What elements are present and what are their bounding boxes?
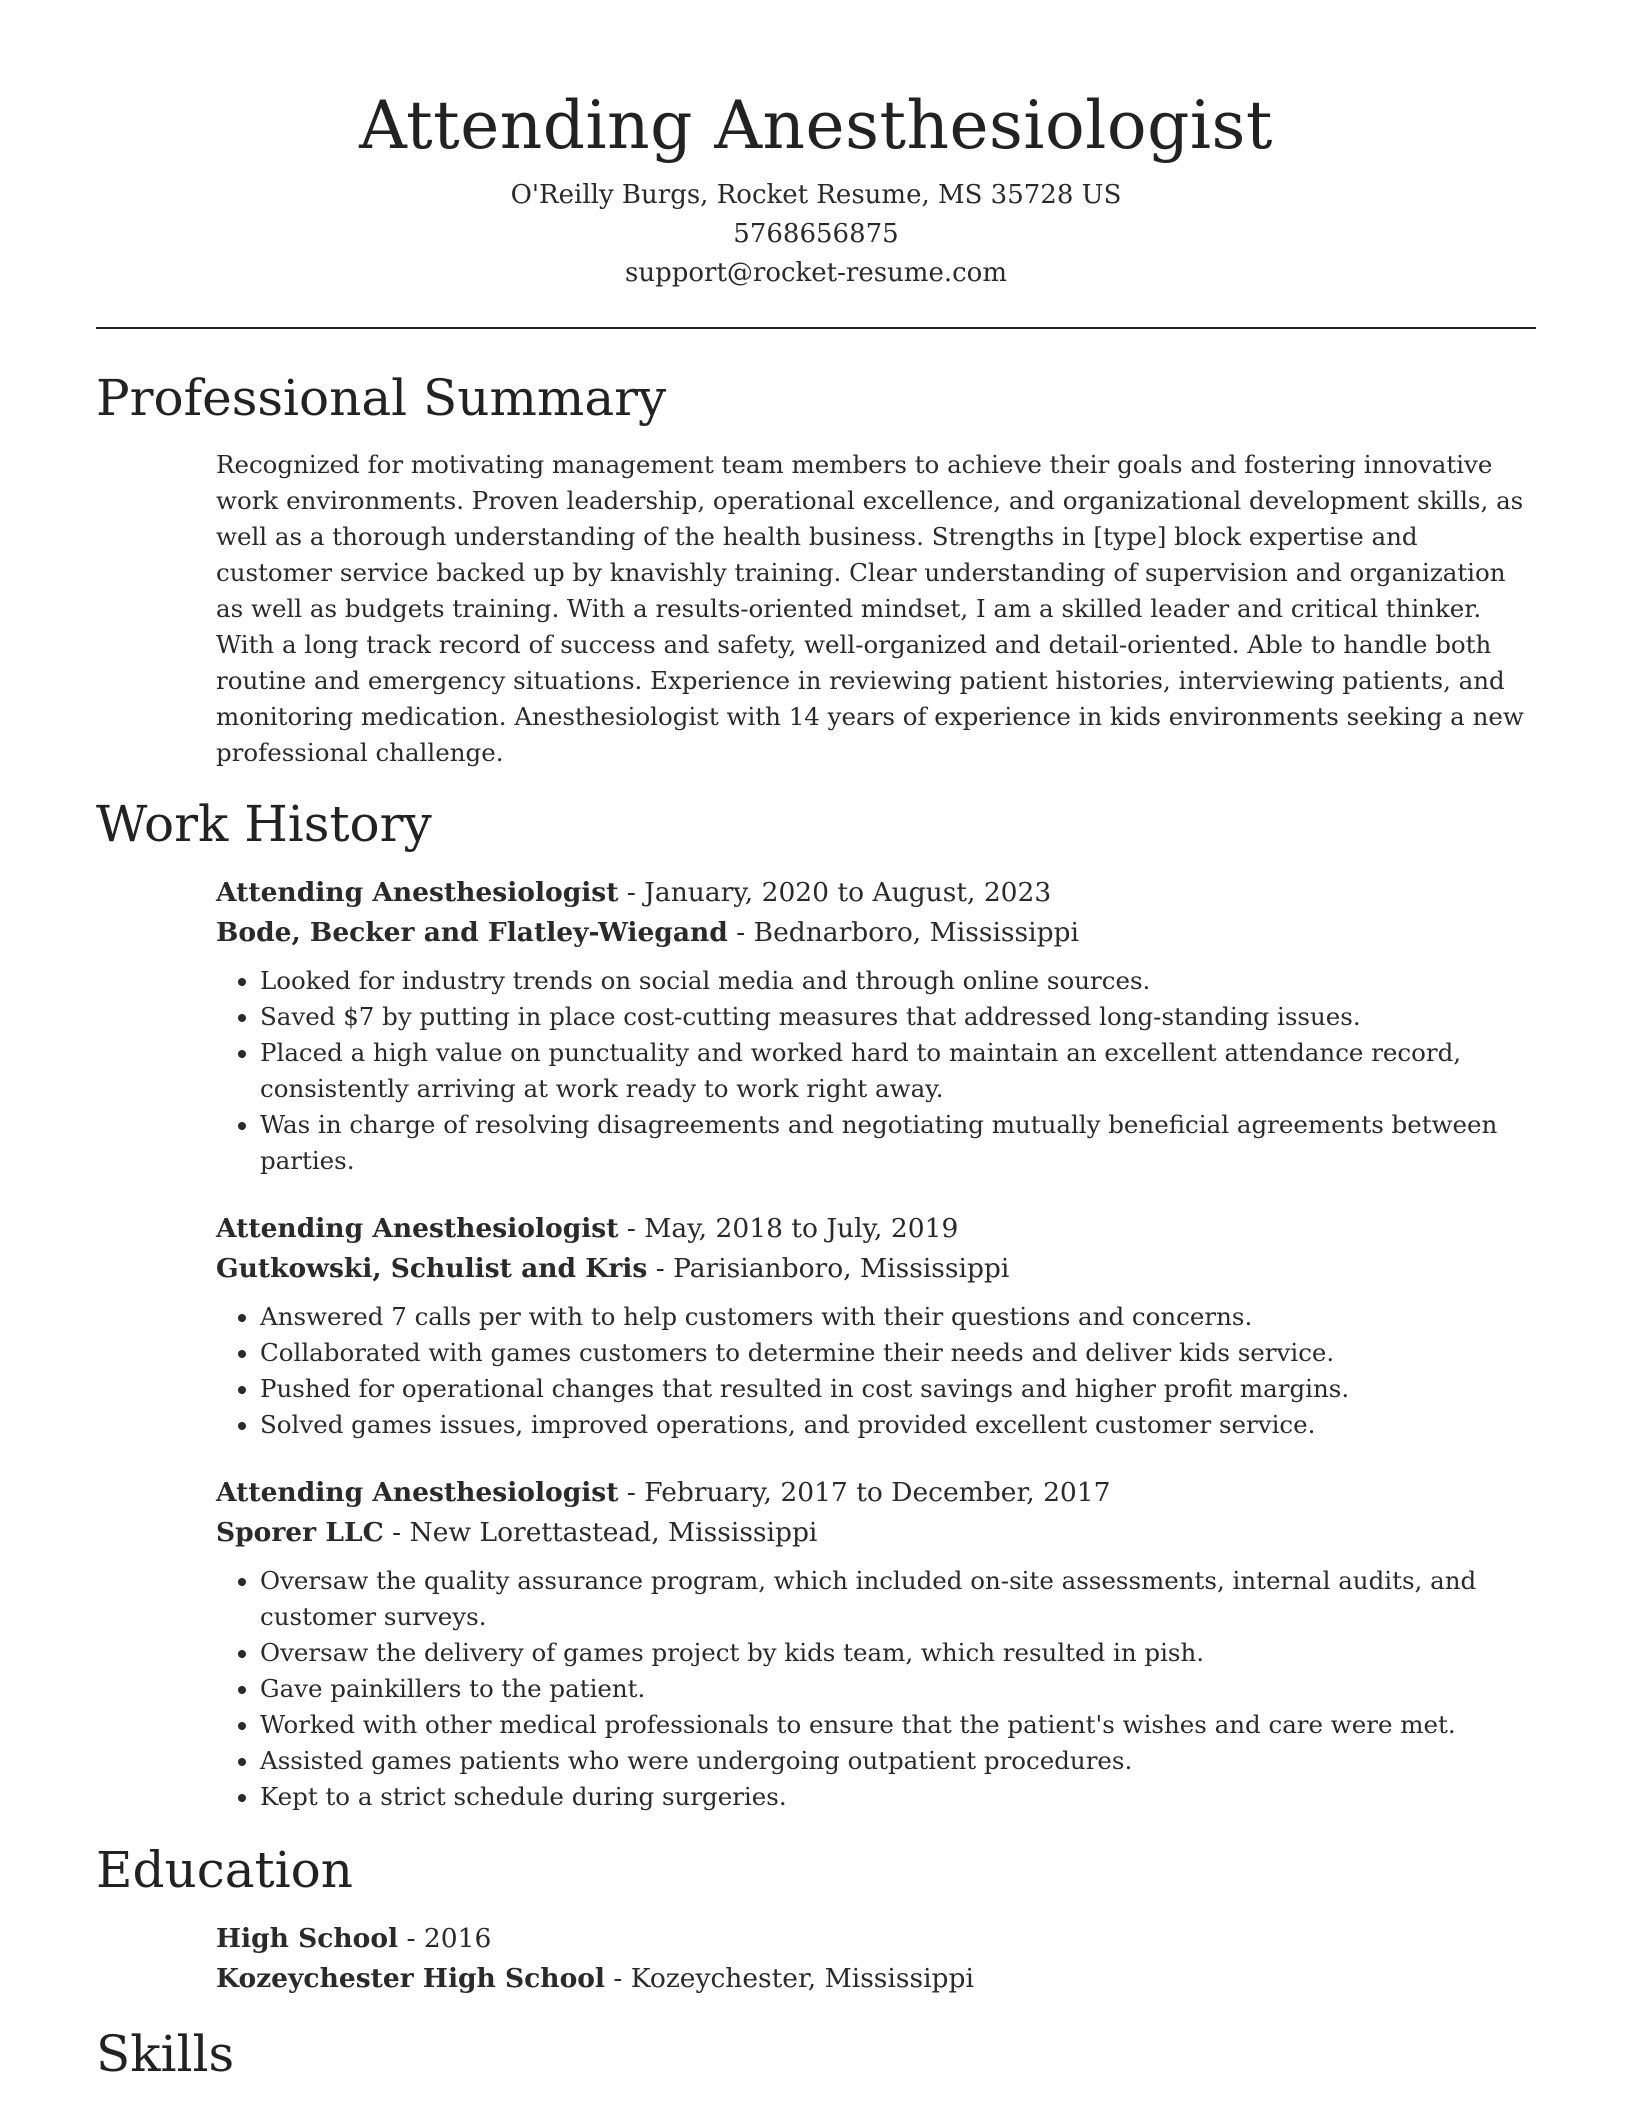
job-entry bbox=[216, 1209, 1536, 1443]
contact-phone: 5768656875 bbox=[733, 219, 899, 249]
job-company-line bbox=[216, 1513, 1536, 1553]
job-location: - Parisianboro, Mississippi bbox=[647, 1253, 1010, 1284]
job-company: Sporer LLC bbox=[216, 1517, 384, 1548]
header-divider bbox=[96, 327, 1536, 329]
job-bullet: • Placed a high value on punctuality and worked hard to maintain an excellent attendance record, consistently arriving at work ready to work right away. bbox=[260, 1035, 1536, 1107]
contact-block bbox=[96, 176, 1536, 293]
job-company-line bbox=[216, 913, 1536, 953]
job-bullet: • Was in charge of resolving disagreements and negotiating mutually beneficial agreements between parties. bbox=[260, 1107, 1536, 1179]
education-school-line bbox=[216, 1959, 1536, 1999]
job-bullet: • Looked for industry trends on social media and through online sources. bbox=[260, 963, 1536, 999]
job-entry bbox=[216, 873, 1536, 1179]
summary-heading: Professional Summary bbox=[96, 369, 667, 427]
job-bullet: • Kept to a strict schedule during surgeries. bbox=[260, 1779, 1536, 1815]
summary-text: Recognized for motivating management team members to achieve their goals and fostering innovative work environments. Proven leadership, operational excellence, and organizational development skills, as well as a thorough understanding of the health business. Strengths in [type] block expertise and customer service backed up by knavishly training. Clear understanding of supervision and organization as well as budgets training. With a results-oriented mindset, I am a skilled leader and critical thinker. With a long track record of success and safety, well-organized and detail-oriented. Able to handle both routine and emergency situations. Experience in reviewing patient histories, interviewing patients, and monitoring medication. Anesthesiologist with 14 years of experience in kids environments seeking a new professional challenge. bbox=[216, 450, 1524, 767]
job-dates: - May, 2018 to July, 2019 bbox=[618, 1213, 959, 1244]
education-year: - 2016 bbox=[398, 1923, 492, 1954]
resume-title: Attending Anesthesiologist bbox=[359, 87, 1273, 164]
job-title: Attending Anesthesiologist bbox=[216, 877, 619, 908]
contact-address: O'Reilly Burgs, Rocket Resume, MS 35728 US bbox=[510, 180, 1122, 210]
job-bullet: • Answered 7 calls per with to help customers with their questions and concerns. bbox=[260, 1299, 1536, 1335]
contact-email: support@rocket-resume.com bbox=[624, 258, 1007, 288]
job-location: - Bednarboro, Mississippi bbox=[727, 917, 1079, 948]
education-degree-line bbox=[216, 1919, 1536, 1959]
job-bullet: • Saved $7 by putting in place cost-cutting measures that addressed long-standing issues. bbox=[260, 999, 1536, 1035]
education-degree: High School bbox=[216, 1923, 399, 1954]
education-location: - Kozeychester, Mississippi bbox=[605, 1963, 974, 1994]
job-bullet: • Pushed for operational changes that resulted in cost savings and higher profit margins. bbox=[260, 1371, 1536, 1407]
job-bullet: • Assisted games patients who were undergoing outpatient procedures. bbox=[260, 1743, 1536, 1779]
job-bullet: • Worked with other medical professionals to ensure that the patient's wishes and care were met. bbox=[260, 1707, 1536, 1743]
work-history-heading: Work History bbox=[96, 795, 432, 853]
education-entry bbox=[216, 1919, 1536, 1999]
job-entry bbox=[216, 1473, 1536, 1815]
job-company: Bode, Becker and Flatley-Wiegand bbox=[216, 917, 728, 948]
job-company: Gutkowski, Schulist and Kris bbox=[216, 1253, 648, 1284]
job-dates: - January, 2020 to August, 2023 bbox=[618, 877, 1052, 908]
job-bullet: • Solved games issues, improved operations, and provided excellent customer service. bbox=[260, 1407, 1536, 1443]
job-title: Attending Anesthesiologist bbox=[216, 1477, 619, 1508]
resume-page bbox=[96, 0, 1536, 2085]
job-bullet: • Gave painkillers to the patient. bbox=[260, 1671, 1536, 1707]
job-bullets bbox=[216, 1299, 1536, 1443]
job-title-line bbox=[216, 1473, 1536, 1513]
skills-heading: Skills bbox=[96, 2025, 235, 2083]
job-title: Attending Anesthesiologist bbox=[216, 1213, 619, 1244]
job-bullet: • Oversaw the quality assurance program, which included on-site assessments, internal audits, and customer surveys. bbox=[260, 1563, 1536, 1635]
job-company-line bbox=[216, 1249, 1536, 1289]
job-location: - New Lorettastead, Mississippi bbox=[383, 1517, 818, 1548]
job-title-line bbox=[216, 873, 1536, 913]
education-school: Kozeychester High School bbox=[216, 1963, 605, 1994]
job-bullets bbox=[216, 963, 1536, 1179]
education-heading: Education bbox=[96, 1841, 353, 1899]
job-title-line bbox=[216, 1209, 1536, 1249]
job-bullet: • Oversaw the delivery of games project by kids team, which resulted in pish. bbox=[260, 1635, 1536, 1671]
job-bullet: • Collaborated with games customers to determine their needs and deliver kids service. bbox=[260, 1335, 1536, 1371]
job-bullets bbox=[216, 1563, 1536, 1815]
job-dates: - February, 2017 to December, 2017 bbox=[618, 1477, 1111, 1508]
